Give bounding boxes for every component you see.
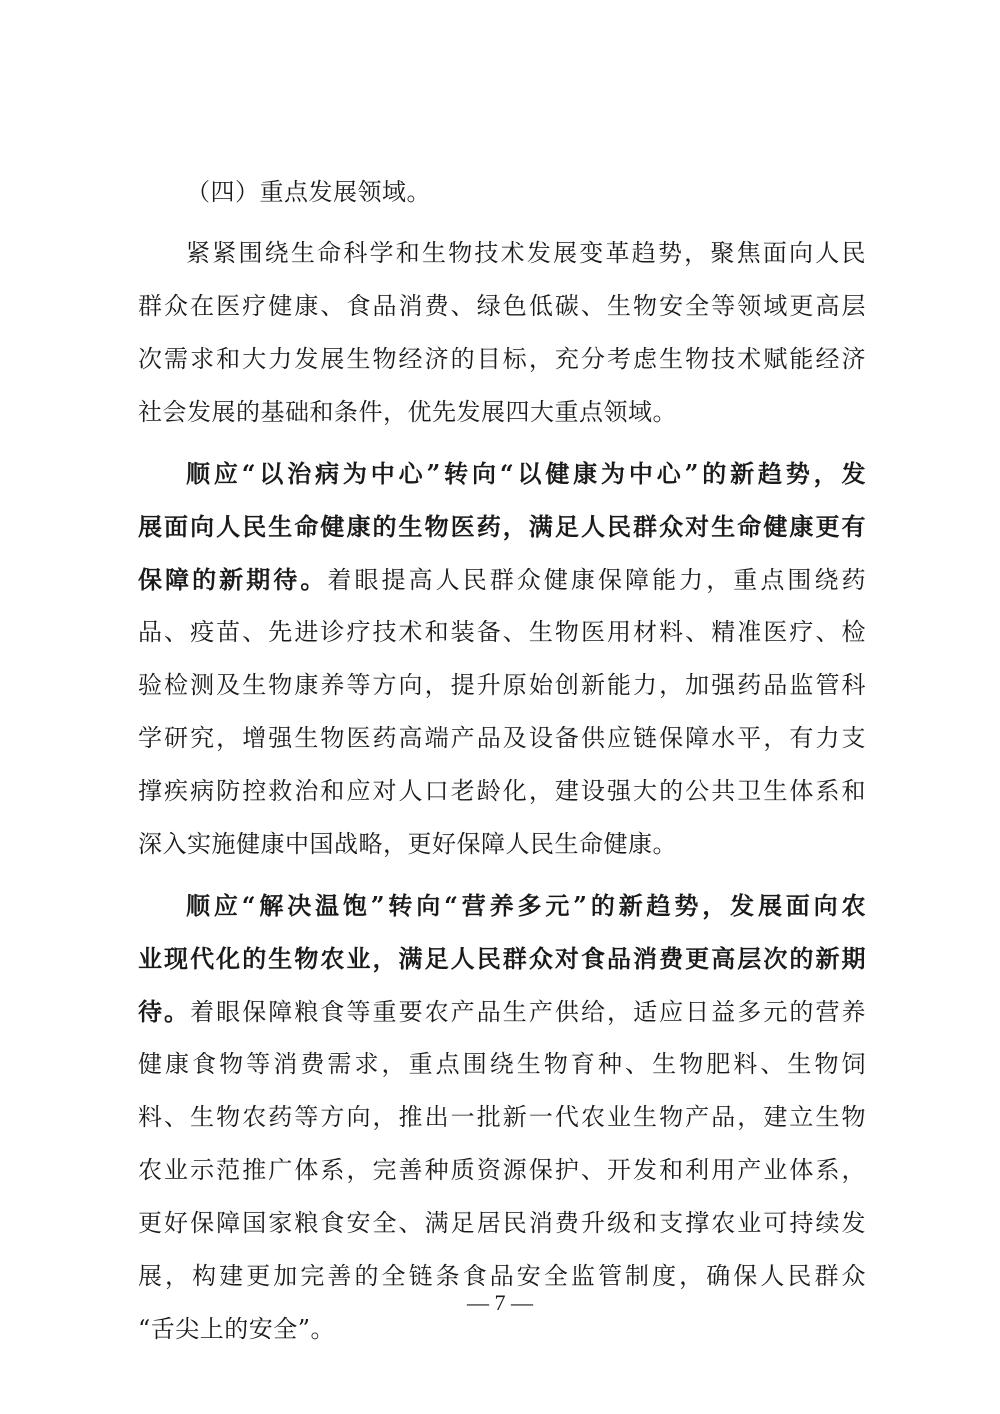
- document-body: [138, 166, 866, 1356]
- paragraph-line-bold: 业现代化的生物农业，满足人民群众对食品消费更高层次的新期: [138, 944, 866, 973]
- paragraph-line: 次需求和大力发展生物经济的目标，充分考虑生物技术赋能经济: [138, 345, 866, 373]
- paragraph-line-mixed: [138, 985, 866, 1038]
- paragraph-overview: [138, 227, 866, 439]
- paragraph-line: 深入实施健康中国战略，更好保障人民生命健康。: [138, 830, 677, 858]
- paragraph-line: 农业示范推广体系，完善种质资源保护、开发和利用产业体系，: [138, 1156, 866, 1184]
- paragraph-line: 群众在医疗健康、食品消费、绿色低碳、生物安全等领域更高层: [138, 292, 866, 320]
- paragraph-line: 健康食物等消费需求，重点围绕生物育种、生物肥料、生物饲: [138, 1050, 866, 1078]
- paragraph-text: 着眼保障粮食等重要农产品生产供给，适应日益多元的营养: [190, 998, 867, 1026]
- bold-lead-text: 保障的新期待。: [138, 565, 328, 594]
- paragraph-line-bold: 顺应“以治病为中心”转向“以健康为中心”的新趋势，发: [186, 459, 866, 488]
- page-number: — 7 —: [467, 1290, 533, 1315]
- paragraph-line-bold: 展面向人民生命健康的生物医药，满足人民群众对生命健康更有: [138, 512, 866, 541]
- paragraph-bioagriculture: [138, 879, 866, 1356]
- paragraph-text: 着眼提高人民群众健康保障能力，重点围绕药: [327, 566, 867, 594]
- paragraph-line-mixed: [138, 553, 866, 606]
- paragraph-line: 验检测及生物康养等方向，提升原始创新能力，加强药品监管科: [138, 671, 866, 699]
- section-heading: （四）重点发展领域。: [186, 178, 431, 206]
- paragraph-line: 紧紧围绕生命科学和生物技术发展变革趋势，聚焦面向人民: [186, 239, 866, 267]
- paragraph-line-bold: 顺应“解决温饱”转向“营养多元”的新趋势，发展面向农: [186, 891, 866, 920]
- bold-lead-text: 待。: [138, 997, 191, 1026]
- paragraph-line: 更好保障国家粮食安全、满足居民消费升级和支撑农业可持续发: [138, 1209, 866, 1237]
- paragraph-line: 社会发展的基础和条件，优先发展四大重点领域。: [138, 398, 677, 426]
- paragraph-biomedicine: [138, 447, 866, 871]
- paragraph-line: 撑疾病防控救治和应对人口老龄化，建设强大的公共卫生体系和: [138, 777, 866, 805]
- paragraph-line: 品、疫苗、先进诊疗技术和装备、生物医用材料、精准医疗、检: [138, 618, 866, 646]
- paragraph-line: 展，构建更加完善的全链条食品安全监管制度，确保人民群众: [138, 1262, 866, 1290]
- paragraph-line: 料、生物农药等方向，推出一批新一代农业生物产品，建立生物: [138, 1103, 866, 1131]
- paragraph-line: “舌尖上的安全”。: [138, 1315, 336, 1343]
- paragraph-line: 学研究，增强生物医药高端产品及设备供应链保障水平，有力支: [138, 724, 866, 752]
